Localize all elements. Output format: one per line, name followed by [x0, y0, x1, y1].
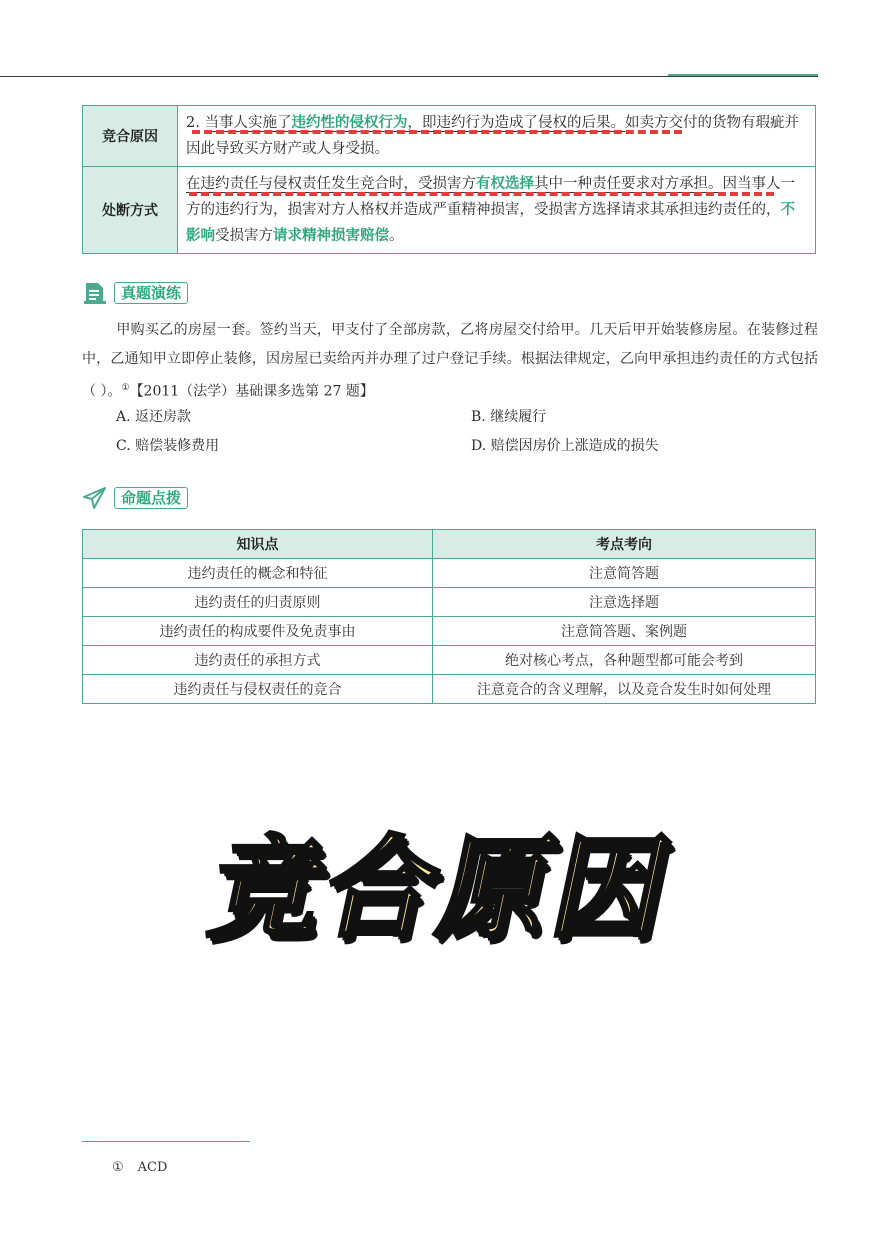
option-c: C. 赔偿装修费用 [116, 438, 220, 454]
row-label-cause: 竞合原因 [83, 106, 178, 167]
paper-plane-icon [82, 485, 108, 511]
question-source: 【2011（法学）基础课多选第 27 题】 [129, 383, 374, 400]
text-span: 在违约责任与侵权责任发生竞合时，受损害方 [186, 176, 476, 192]
table-row [83, 588, 816, 617]
row-content-handling [178, 167, 816, 254]
text-span: 受损害方 [215, 228, 273, 244]
text-span: 有权选择 [476, 176, 534, 192]
table-row [83, 106, 816, 167]
cell-knowledge: 违约责任与侵权责任的竞合 [83, 675, 433, 704]
knowledge-table [82, 529, 816, 704]
concurrence-table [82, 105, 816, 254]
option-a: A. 返还房款 [116, 409, 192, 425]
big-sticker-title: 竞合原因 [199, 824, 684, 952]
table-row [83, 646, 816, 675]
footnote-rule [82, 1141, 250, 1142]
footnote-ref: ① [121, 383, 130, 393]
text-span: ，即违约行为造成了侵权的后果。 [407, 115, 625, 131]
table-header-row [83, 530, 816, 559]
text-span: 当事人实施了 [204, 115, 292, 131]
option-b: B. 继续履行 [471, 409, 547, 425]
text-span: 。 [389, 228, 404, 244]
text-span: 违约性的侵权行为 [291, 115, 408, 131]
footnote [112, 1160, 181, 1175]
cell-knowledge: 违约责任的概念和特征 [83, 559, 433, 588]
tips-header [82, 485, 188, 511]
table-row [83, 167, 816, 254]
table-row [83, 617, 816, 646]
text-span: 其中一种责任要求对方承担。 [534, 176, 723, 192]
col-header-knowledge: 知识点 [83, 530, 433, 559]
text-span: 如卖方交付的货物有瑕疵并因此导致买方财产或人身受损。 [186, 115, 799, 157]
row-content-cause [178, 106, 816, 167]
cell-direction: 注意简答题 [433, 559, 816, 588]
practice-header [82, 280, 188, 306]
practice-title: 真题演练 [114, 282, 188, 304]
cell-knowledge: 违约责任的构成要件及免责事由 [83, 617, 433, 646]
footnote-mark: ① [112, 1160, 124, 1175]
cell-direction: 注意简答题、案例题 [433, 617, 816, 646]
col-header-direction: 考点考向 [433, 530, 816, 559]
cell-knowledge: 违约责任的归责原则 [83, 588, 433, 617]
row-label-handling: 处断方式 [83, 167, 178, 254]
text-span: 因当事人一方的违约行为，损害对方人格权并造成严重精神损害，受损害方选择请求其承担违约责任的， [186, 176, 795, 218]
footnote-text: ACD [137, 1160, 168, 1175]
red-dash-underline [189, 192, 774, 196]
tips-title: 命题点拨 [114, 487, 188, 509]
table-row [83, 559, 816, 588]
practice-question [82, 316, 818, 407]
red-dash-underline [192, 130, 682, 134]
text-span: 请求精神损害赔偿 [273, 228, 389, 244]
document-icon [82, 280, 108, 306]
table-row [83, 675, 816, 704]
cell-direction: 注意竞合的含义理解，以及竞合发生时如何处理 [433, 675, 816, 704]
top-rule [0, 76, 818, 77]
cell-knowledge: 违约责任的承担方式 [83, 646, 433, 675]
question-text: 甲购买乙的房屋一套。签约当天，甲支付了全部房款，乙将房屋交付给甲。几天后甲开始装修房屋。在装修过程中，乙通知甲立即停止装修，因房屋已卖给丙并办理了过户登记手续。根据法律规定，乙向甲承担违约责任的方式包括（ ）。 [82, 322, 818, 400]
text-span: 不影响 [186, 202, 795, 244]
cell-direction: 注意选择题 [433, 588, 816, 617]
option-d: D. 赔偿因房价上涨造成的损失 [471, 438, 659, 454]
text-span: 2. [186, 115, 205, 131]
top-rule-accent [668, 74, 818, 76]
cell-direction: 绝对核心考点，各种题型都可能会考到 [433, 646, 816, 675]
